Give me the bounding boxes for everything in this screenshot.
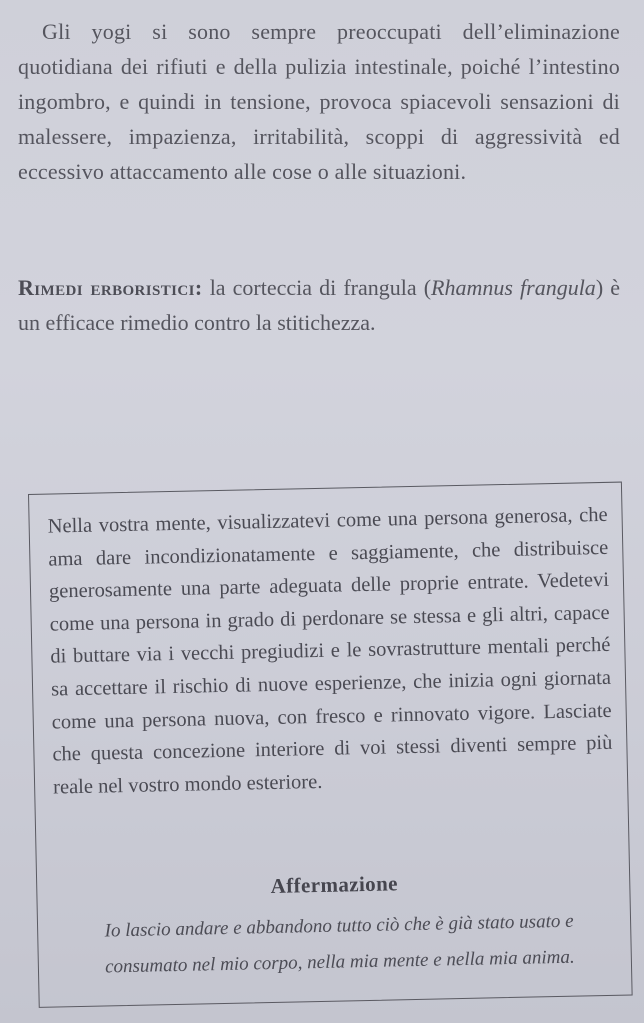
affirmation-paragraph	[74, 903, 605, 986]
visualization-paragraph	[47, 499, 613, 804]
visualization-box	[28, 482, 633, 1008]
affirmation-text: Io lascio andare e abbandono tutto ciò che è già stato usato e consumato nel mio corpo, nella mia mente e nella mia anima.	[104, 910, 575, 978]
remedies-text-after: ) è un efficace rimedio contro la stitichezza.	[18, 275, 620, 335]
visualization-text: Nella vostra mente, visualizzatevi come una persona generosa, che ama dare incondizionatamente e saggiamente, che distribuisce generosamente una parte adeguata delle proprie entrate. Vedetevi come una persona in grado di perdonare se stessa e gli altri, capace di buttare via i vecchi pregiudizi e le sovrastrutture mentali perché sa accettare il rischio di nuove esperienze, che inizia ogni giornata come una persona nuova, con fresco e rinnovato vigore. Lasciate che questa concezione interiore di voi stessi diventi sempre più reale nel vostro mondo esteriore.	[47, 503, 613, 799]
herbal-remedies-paragraph	[18, 270, 620, 340]
latin-plant-name: Rhamnus frangula	[431, 275, 596, 300]
intro-paragraph	[18, 14, 620, 189]
remedies-text-before: la corteccia di frangula (	[202, 275, 432, 300]
herbal-remedies-label: Rimedi erboristici:	[18, 275, 203, 300]
herbal-remedies-text	[18, 270, 620, 340]
intro-text: Gli yogi si sono sempre preoccupati dell’eliminazione quotidiana dei rifiuti e della pulizia intestinale, poiché l’intestino ingombro, e quindi in tensione, provoca spiacevoli sensazioni di malessere, impazienza, irritabilità, scoppi di aggressività ed eccessivo attaccamento alle cose o alle situazioni.	[18, 19, 620, 184]
affirmation-title: Affermazione	[270, 871, 399, 899]
